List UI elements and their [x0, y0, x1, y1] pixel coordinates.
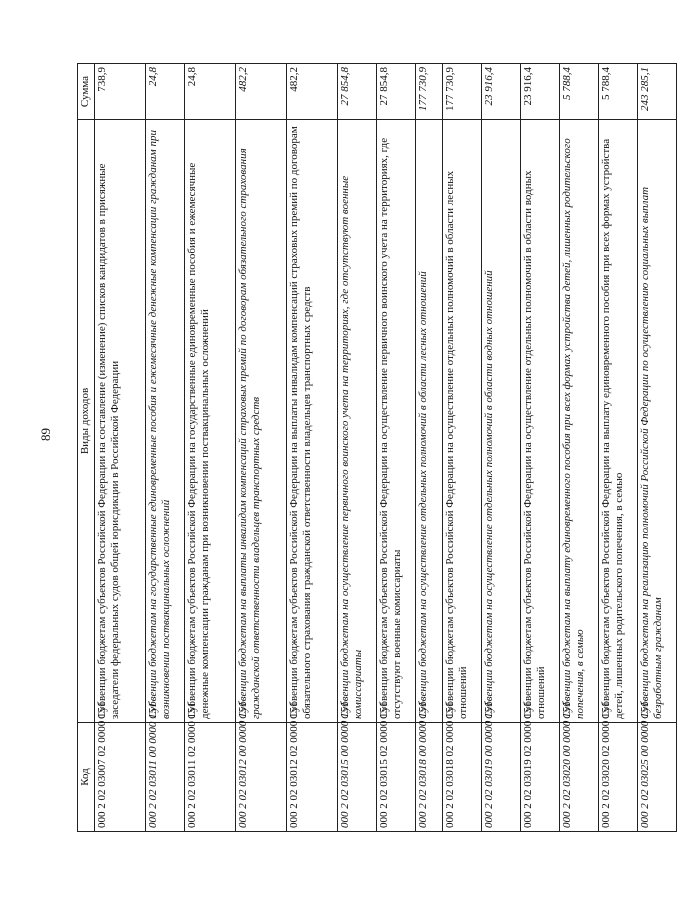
table-header-row [78, 64, 95, 832]
row-name: Субвенции бюджетам субъектов Российской Федерации на осуществление первичного воинского учета на территориях, где отсутствуют военные комиссариаты [377, 120, 416, 723]
header-code: Код [78, 723, 95, 832]
rotated-table-container [77, 64, 664, 832]
table-row [482, 64, 521, 832]
row-name: Субвенции бюджетам на выплату единовременного пособия при всех формах устройства детей, лишенных родительского попечения, в семью [560, 120, 599, 723]
row-sum: 24,8 [185, 64, 236, 120]
table-row [146, 64, 185, 832]
row-sum: 27 854,8 [338, 64, 377, 120]
row-name: Субвенции бюджетам на реализацию полномочий Российской Федерации по осуществлению социальных выплат безработным гражданам [638, 120, 677, 723]
row-sum: 243 285,1 [638, 64, 677, 120]
row-name: Субвенции бюджетам на осуществление отдельных полномочий в области водных отношений [482, 120, 521, 723]
table-row [338, 64, 377, 832]
row-code: 000 2 02 03012 02 0000 151 [287, 723, 338, 832]
row-sum: 5 788,4 [599, 64, 638, 120]
row-name: Субвенции бюджетам субъектов Российской Федерации на выплаты инвалидам компенсаций страховых премий по договорам обязательного страхования гражданской ответственности владельцев транспортных средств [287, 120, 338, 723]
row-sum: 5 788,4 [560, 64, 599, 120]
row-name: Субвенции бюджетам субъектов Российской Федерации на осуществление отдельных полномочий в области лесных отношений [443, 120, 482, 723]
row-sum: 23 916,4 [482, 64, 521, 120]
table-row [599, 64, 638, 832]
row-name: Субвенции бюджетам на осуществление отдельных полномочий в области лесных отношений [416, 120, 443, 723]
header-sum: Сумма [78, 64, 95, 120]
revenue-table [77, 63, 677, 832]
table-row [287, 64, 338, 832]
row-name: Субвенции бюджетам на государственные единовременные пособия и ежемесячные денежные компенсации гражданам при возникновении поствакцинальных осложнений [146, 120, 185, 723]
page-number: 89 [38, 428, 53, 441]
row-code: 000 2 02 03020 02 0000 151 [599, 723, 638, 832]
table-row [185, 64, 236, 832]
row-code: 000 2 02 03015 00 0000 151 [338, 723, 377, 832]
table-row [95, 64, 146, 832]
row-sum: 482,2 [236, 64, 287, 120]
row-sum: 738,9 [95, 64, 146, 120]
row-code: 000 2 02 03025 00 0000 151 [638, 723, 677, 832]
row-code: 000 2 02 03007 02 0000 151 [95, 723, 146, 832]
table-row [443, 64, 482, 832]
row-sum: 177 730,9 [416, 64, 443, 120]
row-sum: 24,8 [146, 64, 185, 120]
table-row [377, 64, 416, 832]
row-code: 000 2 02 03012 00 0000 151 [236, 723, 287, 832]
row-sum: 27 854,8 [377, 64, 416, 120]
table-row [416, 64, 443, 832]
row-code: 000 2 02 03019 00 0000 151 [482, 723, 521, 832]
row-code: 000 2 02 03018 00 0000 151 [416, 723, 443, 832]
row-sum: 482,2 [287, 64, 338, 120]
table-row [638, 64, 677, 832]
row-code: 000 2 02 03018 02 0000 151 [443, 723, 482, 832]
header-name: Виды доходов [78, 120, 95, 723]
row-name: Субвенции бюджетам субъектов Российской Федерации на государственные единовременные пособия и ежемесячные денежные компенсации гражданам при возникновении поствакцинальных осложнений [185, 120, 236, 723]
row-code: 000 2 02 03011 02 0000 151 [185, 723, 236, 832]
row-sum: 23 916,4 [521, 64, 560, 120]
row-name: Субвенции бюджетам на выплаты инвалидам компенсаций страховых премий по договорам обязательного страхования гражданской ответственности владельцев транспортных средств [236, 120, 287, 723]
row-name: Субвенции бюджетам на осуществление первичного воинского учета на территориях, где отсутствуют военные комиссариаты [338, 120, 377, 723]
row-name: Субвенции бюджетам субъектов Российской Федерации на выплату единовременного пособия при всех формах устройства детей, лишенных родительского попечения, в семью [599, 120, 638, 723]
row-code: 000 2 02 03020 00 0000 151 [560, 723, 599, 832]
row-code: 000 2 02 03019 02 0000 151 [521, 723, 560, 832]
row-code: 000 2 02 03011 00 0000 151 [146, 723, 185, 832]
table-row [560, 64, 599, 832]
table-row [521, 64, 560, 832]
row-sum: 177 730,9 [443, 64, 482, 120]
table-row [236, 64, 287, 832]
row-name: Субвенции бюджетам субъектов Российской Федерации на осуществление отдельных полномочий в области водных отношений [521, 120, 560, 723]
row-name: Субвенции бюджетам субъектов Российской Федерации на составление (изменение) списков кандидатов в присяжные заседатели федеральных судов общей юрисдикции в Российской Федерации [95, 120, 146, 723]
row-code: 000 2 02 03015 02 0000 151 [377, 723, 416, 832]
